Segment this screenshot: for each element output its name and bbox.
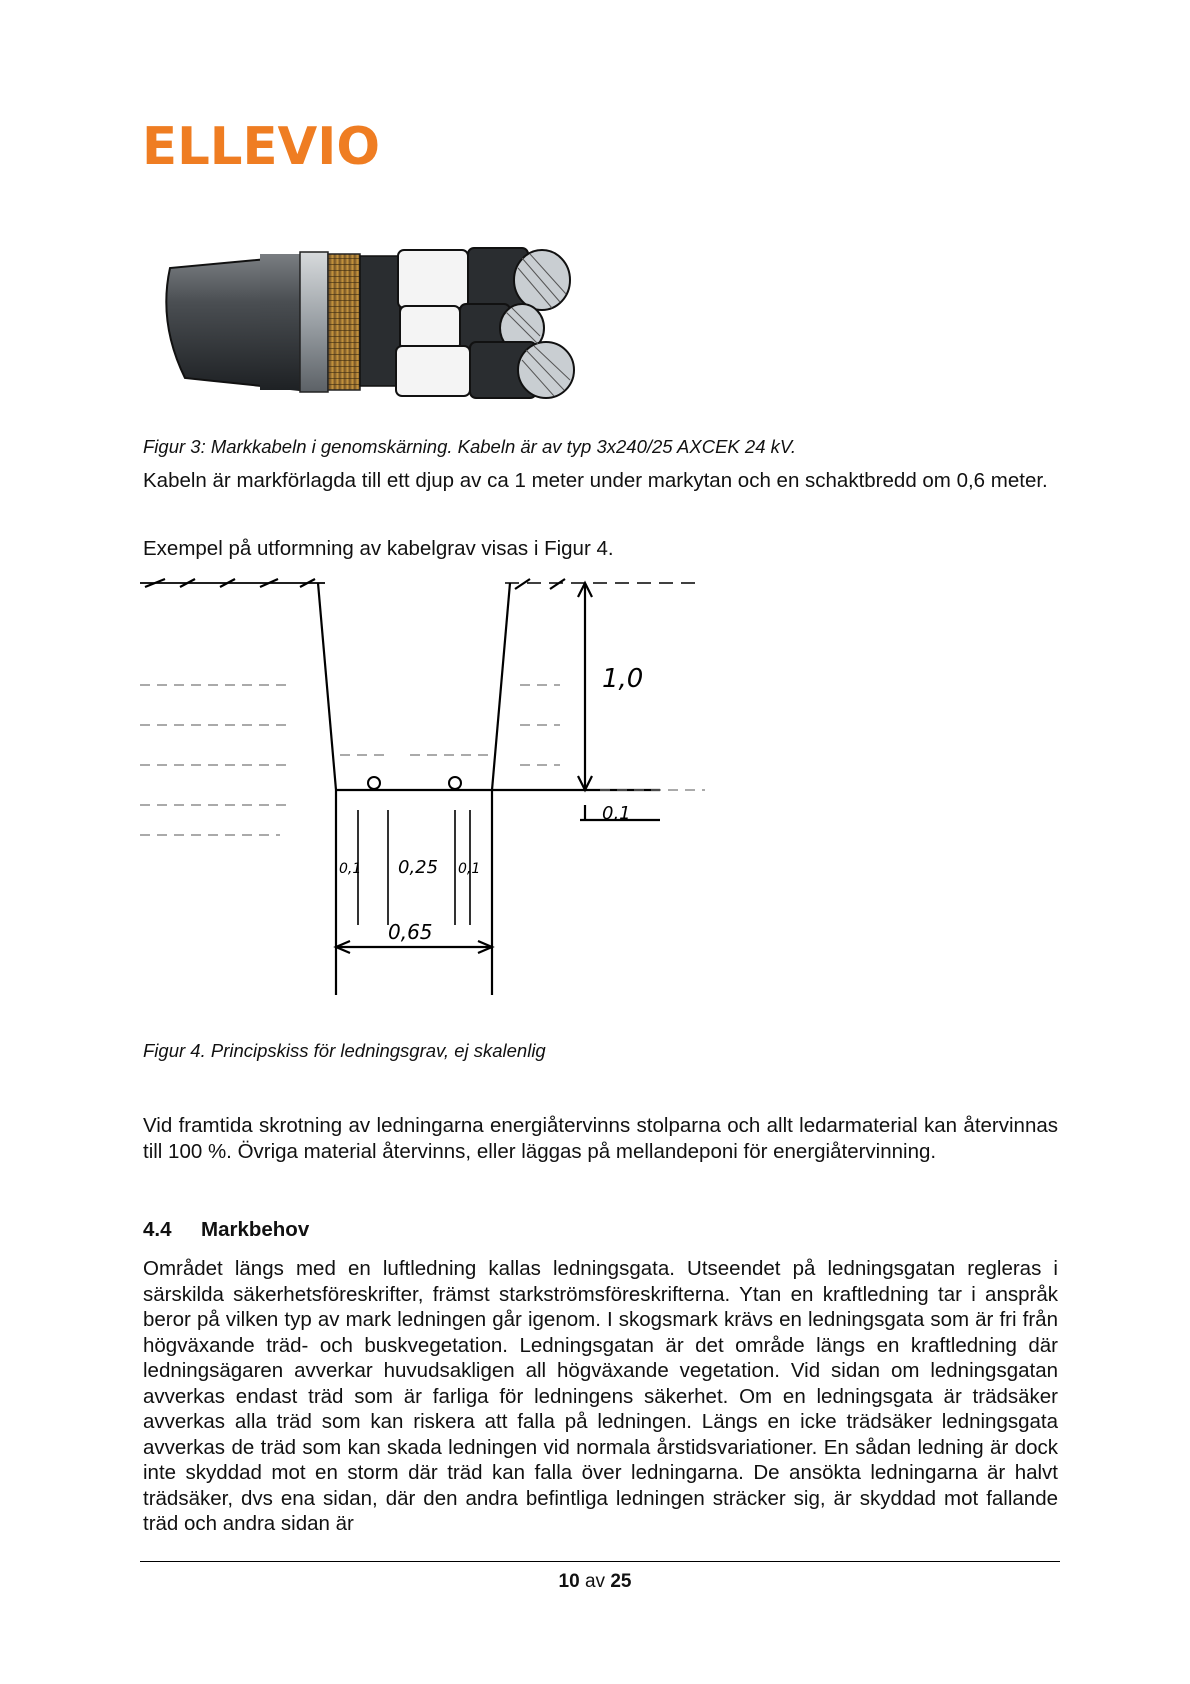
section-body: Området längs med en luftledning kallas ledningsgata. Utseendet på ledningsgatan regleras i särskilda säkerhetsföreskrifter, främst starkströmsföreskrifterna. Ytan en kraftledning tar i anspråk beror på vilken typ av mark ledningen går igenom. I skogsmark krävs en ledningsgata som är fri från högväxande träd- och buskvegetation. Ledningsgatan är det område längs en kraftledning där ledningsägaren avverkar huvudsakligen all högväxande vegetation. Vid sidan om ledningsgatan avverkas endast träd som är farliga för ledningens säkerhet. Om en ledningsgata är trädsäker avverkas alla träd som kan riskera att falla på ledningen. Längs en icke trädsäker ledningsgata avverkas de träd som kan skada ledningen vid normala årstidsvariationer. En sådan ledning är dock inte skyddad mot en storm där träd kan falla över ledningarna. De ansökta ledningarna är halvt trädsäker, dvs ena sidan, där den andra befintliga ledningen sträcker sig, är skyddad mot fallande träd och andra sidan är — [143, 1257, 1058, 1535]
logo-text: ELLEVIO — [142, 118, 380, 174]
label-width: 0,65 — [388, 920, 433, 944]
figure-4-caption: Figur 4. Principskiss för ledningsgrav, ej skalenlig — [143, 1040, 546, 1061]
page-footer — [0, 1571, 1190, 1593]
ellevio-logo — [142, 118, 382, 174]
recycling-paragraph: Vid framtida skrotning av ledningarna energiåtervinns stolparna och allt ledarmaterial kan återvinnas till 100 %. Övriga material återvinns, eller läggas på mellandeponi för energiåtervinning. — [143, 1114, 1058, 1163]
example-paragraph: Exempel på utformning av kabelgrav visas i Figur 4. — [143, 537, 614, 560]
label-right-gap: 0,1 — [458, 861, 481, 877]
label-cable-spacing: 0,25 — [398, 857, 439, 878]
cable-depth-paragraph: Kabeln är markförlagda till ett djup av ca 1 meter under markytan och en schaktbredd om 0,6 meter. — [143, 469, 1048, 492]
label-depth: 1,0 — [602, 664, 644, 694]
cable-cross-section-image — [150, 228, 630, 413]
section-heading — [143, 1218, 309, 1242]
trench-sketch-image — [140, 575, 705, 1005]
page-total: 25 — [610, 1571, 632, 1592]
label-bottom-layer: 0,1 — [602, 803, 631, 824]
section-number: 4.4 — [143, 1218, 172, 1241]
section-title: Markbehov — [201, 1218, 310, 1241]
label-left-gap: 0,1 — [339, 861, 362, 877]
page-separator: av — [584, 1571, 606, 1592]
page-number: 10 — [558, 1571, 580, 1592]
figure-3-caption: Figur 3: Markkabeln i genomskärning. Kabeln är av typ 3x240/25 AXCEK 24 kV. — [143, 436, 796, 457]
footer-rule — [140, 1561, 1060, 1562]
